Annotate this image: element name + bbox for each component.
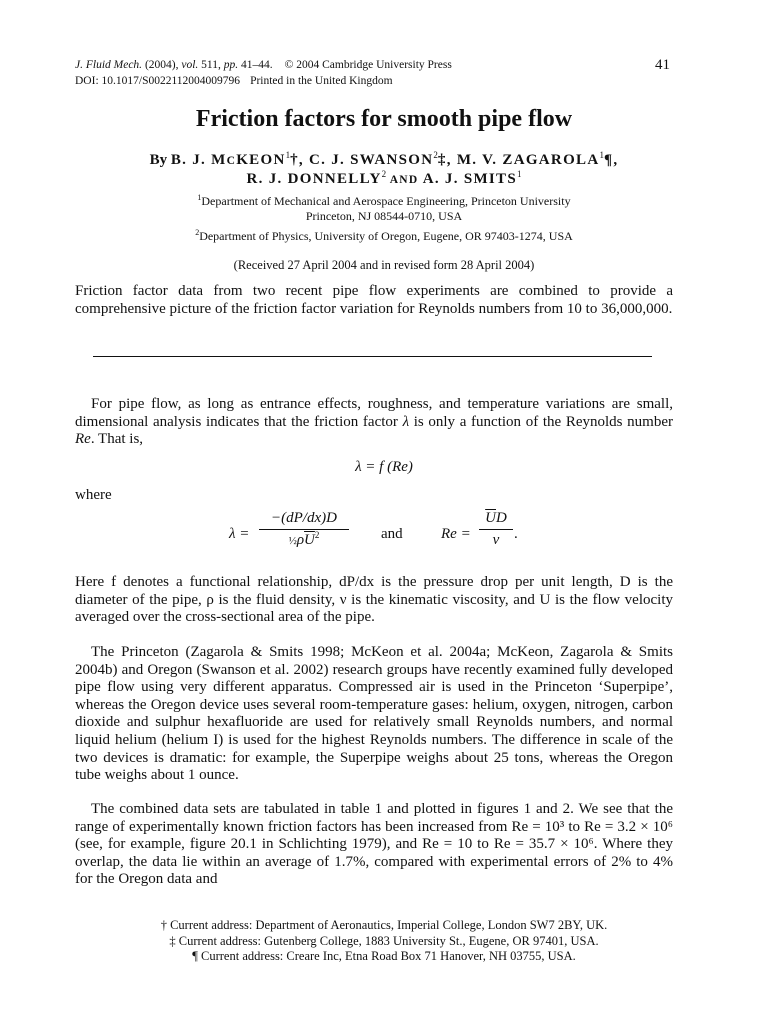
abstract-divider (93, 356, 652, 357)
author-name-smallcap: C (226, 155, 237, 167)
author-name-rest: KEON (236, 152, 286, 168)
author-smits (423, 171, 522, 187)
lambda-symbol: λ (402, 413, 410, 430)
abstract: Friction factor data from two recent pipe flow experiments are combined to provide a comprehensive picture of the friction factor variation for Reynolds numbers from 10 to 36,000,000. (75, 283, 673, 317)
pages-label: pp. (223, 59, 239, 71)
paper-title: Friction factors for smooth pipe flow (195, 106, 573, 132)
reynolds-symbol: Re (75, 431, 91, 448)
authors-line-2 (0, 171, 768, 188)
text-run: For pipe flow, as long as entrance effects, roughness, and temperature variations are small, dimensional analysis indicates that the friction factor (75, 396, 673, 430)
affiliation-2-line-1 (0, 229, 768, 244)
footnotes (0, 918, 768, 965)
header-doi-line (75, 74, 393, 89)
received-dates: (Received 27 April 2004 and in revised form 28 April 2004) (233, 258, 535, 272)
authors-line-1 (0, 152, 768, 169)
affiliation-marker: 1 (517, 169, 522, 179)
affiliation-text: Department of Physics, University of Oregon, Eugene, OR 97403-1274, USA (199, 229, 573, 243)
d-symbol: D (496, 510, 507, 526)
rho-symbol: ρ (296, 532, 305, 548)
printed-notice: Printed in the United Kingdom (250, 75, 393, 87)
reynolds-denominator: ν (479, 529, 513, 549)
affiliation-number: 2 (195, 228, 200, 237)
page-range: 41–44. (238, 59, 273, 71)
journal-name: J. Fluid Mech. (75, 59, 143, 71)
author-zagarola (457, 152, 619, 168)
reynolds-fraction (479, 510, 513, 549)
author-name: A. J. SMITS (422, 171, 518, 187)
and-word: and (381, 526, 403, 542)
reynolds-lhs: Re = (441, 526, 471, 542)
volume-number: 511, (198, 59, 224, 71)
footnote-marker: †, (290, 152, 309, 168)
lambda-denominator (259, 529, 349, 549)
and-conjunction: AND (386, 174, 423, 186)
lambda-fraction (259, 510, 349, 549)
affiliation-marker: 2 (381, 169, 387, 179)
u-bar-symbol: $\overline{U}$ (485, 510, 496, 526)
reynolds-numerator (479, 510, 513, 529)
affiliation-1 (0, 194, 768, 224)
lambda-lhs: λ = (229, 526, 250, 542)
equation-definitions (229, 510, 649, 560)
text-run: is only a function of the Reynolds number (409, 413, 673, 430)
author-name: R. J. DONNELLY (246, 171, 382, 187)
volume-label: vol. (181, 59, 199, 71)
by-prefix: By (149, 152, 171, 168)
equation-period: . (514, 526, 518, 542)
author-name: C. J. SWANSON (308, 152, 434, 168)
copyright-notice: © 2004 Cambridge University Press (284, 59, 452, 71)
affiliation-1-line-2: Princeton, NJ 08544-0710, USA (305, 209, 463, 223)
paragraph-2: Here f denotes a functional relationship, dP/dx is the pressure drop per unit length, D is the diameter of the pipe, ρ is the fluid density, ν is the kinematic viscosity, and U is the flow velocity averaged over the cross-sectional area of the pipe. (75, 574, 673, 626)
affiliation-2 (0, 229, 768, 244)
page-number: 41 (655, 57, 670, 73)
paragraph-1 (75, 396, 673, 449)
text-run: . That is, (90, 431, 144, 448)
footnote-1: † Current address: Department of Aeronautics, Imperial College, London SW7 2BY, UK. (160, 918, 608, 932)
footnote-marker: ¶, (603, 152, 619, 168)
paragraph-4: The combined data sets are tabulated in table 1 and plotted in figures 1 and 2. We see that the range of experimentally known friction factors has been increased from Re = 10³ to Re = 3.2 × 10⁶ (see, for example, figure 20.1 in Schlichting 1979), and Re = 10 to Re = 35.7 × 10⁶. Where they overlap, the data lie within an average of 1.7%, compared with experimental errors of 2% to 4% for the Oregon data and (75, 801, 673, 888)
affiliation-marker: 1 (285, 150, 291, 160)
author-donnelly (246, 171, 386, 187)
affiliation-marker: 2 (433, 150, 438, 160)
affiliation-marker: 1 (599, 150, 604, 160)
footnote-2: ‡ Current address: Gutenberg College, 1883 University St., Eugene, OR 97401, USA. (169, 933, 599, 948)
doi: DOI: 10.1017/S0022112004009796 (75, 75, 241, 87)
author-name: M. V. ZAGAROLA (456, 152, 600, 168)
affiliation-1-line-1 (0, 194, 768, 209)
paragraph-3: The Princeton (Zagarola & Smits 1998; McKeon et al. 2004a; McKeon, Zagarola & Smits 2004b) and Oregon (Swanson et al. 2002) research groups have recently examined fully developed pipe flow using very different apparatus. Compressed air is used in the Princeton ‘Superpipe’, whereas the Oregon device uses several room-temperature gases: helium, oxygen, nitrogen, carbon dioxide and sulphur hexafluoride are used for relatively small Reynolds numbers, and normal liquid helium (helium I) is used for the highest Reynolds numbers. The difference in scale of the two devices is dramatic: for example, the Superpipe weighs about 25 tons, whereas the Oregon tube weighs about 1 ounce. (75, 644, 673, 784)
lambda-numerator: −(dP/dx)D (271, 510, 337, 526)
square-exponent: 2 (314, 530, 320, 540)
affiliation-number: 1 (197, 193, 202, 202)
author-name-part: B. J. M (170, 152, 227, 168)
author-mckeon (171, 152, 309, 168)
author-swanson (309, 152, 457, 168)
equation-friction-function: λ = f (Re) (355, 459, 413, 475)
affiliation-text: Department of Mechanical and Aerospace Engineering, Princeton University (201, 194, 571, 208)
journal-year: (2004), (142, 59, 182, 71)
u-bar-symbol: $\overline{U}$ (304, 532, 315, 548)
header-citation (75, 58, 452, 73)
where-word: where (75, 487, 112, 503)
half-factor: ½ (288, 535, 297, 547)
footnote-3: ¶ Current address: Creare Inc, Etna Road Box 71 Hanover, NH 03755, USA. (192, 949, 576, 963)
footnote-marker: ‡, (437, 152, 457, 168)
